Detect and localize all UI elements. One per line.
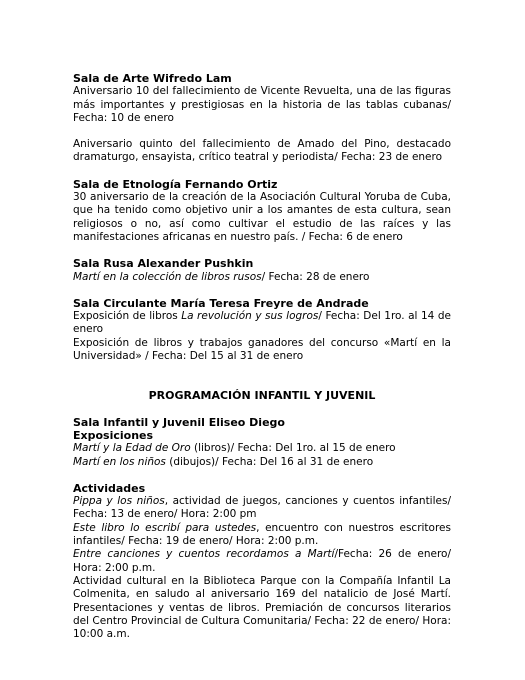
italic-title: Este libro lo escribí para ustedes — [73, 521, 257, 534]
paragraph-vicente-revuelta: Aniversario 10 del fallecimiento de Vicente Revuelta, una de las figuras más importantes y prestigiosas en la historia de las tablas cubanas/ Fecha: 10 de enero — [73, 85, 451, 124]
paragraph-canciones-cuentos — [73, 548, 451, 575]
paragraph-amado-del-pino: Aniversario quinto del fallecimiento de Amado del Pino, destacado dramaturgo, ensayista, crítico teatral y periodista/ Fecha: 23 de enero — [73, 138, 451, 164]
paragraph-marti-universidad: Exposición de libros y trabajos ganadores del concurso «Martí en la Universidad» / Fecha: Del 15 al 31 de enero — [73, 336, 451, 363]
subtitle-exposiciones: Exposiciones — [73, 428, 154, 442]
paragraph-start: Exposición de libros — [73, 310, 182, 323]
paragraph-rest: (libros)/ Fecha: Del 1ro. al 15 de enero — [190, 442, 396, 455]
paragraph-rest: , encuentro con nuestros escritores infantiles/ Fecha: 19 de enero/ Hora: 2:00 p.m. — [73, 521, 451, 548]
section-title-maria-teresa: Sala Circulante María Teresa Freyre de Andrade — [73, 296, 369, 310]
paragraph-rest: , actividad de juegos, canciones y cuentos infantiles/ Fecha: 13 de enero/ Hora: 2:00 pm — [73, 495, 451, 521]
paragraph-revolucion-logros — [73, 310, 451, 337]
section-title-fernando-ortiz: Sala de Etnología Fernando Ortiz — [73, 177, 278, 191]
italic-title: La revolución y sus logros — [181, 310, 319, 323]
section-title-eliseo-diego: Sala Infantil y Juvenil Eliseo Diego — [73, 415, 285, 429]
section-title-pushkin: Sala Rusa Alexander Pushkin — [73, 257, 254, 271]
subtitle-actividades: Actividades — [73, 481, 146, 495]
italic-title: Martí en los niños — [73, 455, 166, 468]
paragraph-este-libro — [73, 522, 451, 549]
document-content — [73, 72, 451, 641]
paragraph-marti-ninos — [73, 456, 451, 469]
italic-title: Entre canciones y cuentos recordamos a Martí — [73, 548, 335, 561]
paragraph-rest: / Fecha: Del 1ro. al 14 de enero — [73, 310, 451, 336]
paragraph-marti-libros-rusos — [73, 271, 451, 284]
paragraph-edad-de-oro — [73, 442, 451, 455]
section-title-wifredo-lam: Sala de Arte Wifredo Lam — [73, 72, 232, 85]
paragraph-pippa — [73, 495, 451, 522]
paragraph-rest: / Fecha: 28 de enero — [261, 270, 370, 283]
italic-title: Martí y la Edad de Oro — [73, 442, 191, 455]
italic-title: Pippa y los niños — [73, 495, 165, 508]
paragraph-rest: (dibujos)/ Fecha: Del 16 al 31 de enero — [165, 455, 374, 468]
italic-title: Martí en la colección de libros rusos — [73, 270, 262, 283]
heading-programacion-infantil: PROGRAMACIÓN INFANTIL Y JUVENIL — [148, 389, 376, 403]
paragraph-rest: /Fecha: 26 de enero/ Hora: 2:00 p.m. — [73, 548, 451, 574]
paragraph-asociacion-yoruba: 30 aniversario de la creación de la Asociación Cultural Yoruba de Cuba, que ha tenido como objetivo unir a los amantes de esta cultura, sean religiosos o no, así como cultivar el estudio de las raíces y las manifestaciones africanas en nuestro país. / Fecha: 6 de enero — [73, 191, 451, 243]
paragraph-la-colmenita: Actividad cultural en la Biblioteca Parque con la Compañía Infantil La Colmenita, en saludo al aniversario 169 del natalicio de José Martí. Presentaciones y ventas de libros. Premiación de concursos literarios del Centro Provincial de Cultura Comunitaria/ Fecha: 22 de enero/ Hora: 10:00 a.m. — [73, 574, 451, 641]
